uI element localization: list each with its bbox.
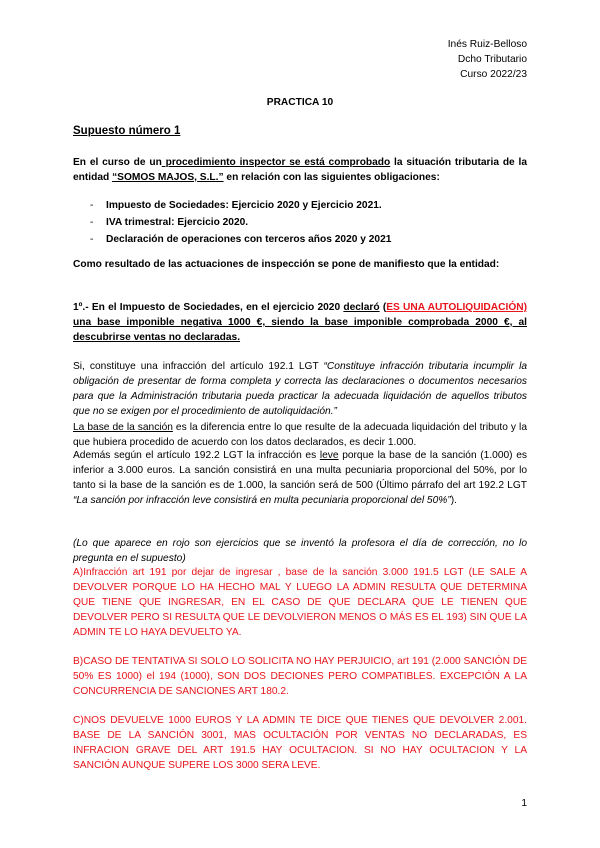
point-1-declared: declaró (343, 302, 380, 313)
header-block (448, 37, 527, 82)
answer-3-text-3: porque la base de la sanción (1.000) es inferior a 3.000 euros. La sanción consistirá en una multa pecuniaria proporcional del 50%, por lo tanto si la base de la sanción es de 1.000, la sanción será de 500 (Último párrafo del art 192.2 LGT (73, 450, 527, 491)
course-year: Curso 2022/23 (460, 69, 527, 80)
intro-text-3: la situación tributaria de la entidad (73, 157, 527, 183)
point-1-paragraph (73, 300, 527, 345)
resultado-paragraph: Como resultado de las actuaciones de inspección se pone de manifiesto que la entidad: (73, 259, 500, 270)
answer-2-text: es la diferencia entre lo que resulte de la adecuada liquidación del tributo y la que hubiera procedido de acuerdo con los datos declarados, es decir 1.000. (73, 422, 527, 448)
answer-1-quote: “Constituye infracción tributaria incumplir la obligación de presentar de forma completa y correcta las declaraciones o documentos necesarios para que la Administración tributaria pueda practicar la adecuada liquidación de aquellos tributos que no se exigen por el procedimiento de autoliquidación.” (73, 361, 528, 417)
point-1-autoliquidacion: ES UNA AUTOLIQUIDACIÓN) (386, 302, 527, 313)
answer-3-paragraph (73, 448, 527, 508)
answer-3-text-1: Además según el artículo 192.2 LGT la infracción es (73, 450, 320, 461)
practice-title: PRACTICA 10 (266, 97, 334, 108)
intro-entity-name: “SOMOS MAJOS, S.L.” (112, 172, 224, 183)
red-answer-a: A)Infracción art 191 por dejar de ingresar , base de la sanción 3.000 191.5 LGT (LE SALE A DEVOLVER PORQUE LO HA HECHO MAL Y LUEGO LA ADMIN RESULTA QUE DETERMINA QUE TIENE QUE INGRESAR, EN EL CASO DE QUE DECLARA QUE LE TIENEN QUE DEVOLVER PERO SI RESULTA QUE LE DEVOLVIERON MENOS O MÁS ES EL 193) SIN QUE LA ADMIN TE LO HAYA DEVUELTO YA. (73, 567, 527, 638)
author-name: Inés Ruiz-Belloso (447, 39, 527, 50)
answer-3-end: ). (450, 495, 457, 506)
list-item: - IVA trimestral: Ejercicio 2020. (90, 214, 391, 231)
intro-text-1: En el curso de un (73, 157, 162, 168)
answer-2-term: La base de la sanción (73, 422, 173, 433)
list-item: - Declaración de operaciones con terceros años 2020 y 2021 (90, 231, 391, 248)
note-paragraph: (Lo que aparece en rojo son ejercicios que se inventó la profesora el día de corrección, no lo pregunta en el supuesto) (73, 538, 527, 564)
answer-3-quote: “La sanción por infracción leve consistirá en multa pecuniaria proporcional del 50%” (73, 495, 451, 506)
point-1-paren: ( (379, 302, 387, 313)
answer-3-leve: leve (319, 450, 339, 461)
point-1-text-1: 1º.- En el Impuesto de Sociedades, en el ejercicio 2020 (73, 302, 344, 313)
subject-name: Dcho Tributario (457, 54, 527, 65)
obligations-list (90, 197, 391, 248)
red-answer-c: C)NOS DEVUELVE 1000 EUROS Y LA ADMIN TE DICE QUE TIENES QUE DEVOLVER 2.001. BASE DE LA SANCIÓN 3001, MAS OCULTACIÓN POR VENTAS NO DECLARADAS, ES INFRACION GRAVE DEL ART 191.5 HAY OCULTACION. SI NO HAY OCULTACION Y LA SANCIÓN AUNQUE SUPERE LOS 3000 SERA LEVE. (73, 715, 527, 771)
supuesto-title: Supuesto número 1 (73, 125, 181, 137)
red-answer-b: B)CASO DE TENTATIVA SI SOLO LO SOLICITA NO HAY PERJUICIO, art 191 (2.000 SANCIÓN DE 50% ES 1000) el 194 (1000), SON DOS DECIONES PERO COMPATIBLES. EXCEPCIÓN A LA CONCURRENCIA DE SANCIONES ART 180.2. (73, 656, 527, 697)
intro-text-5: en relación con las siguientes obligaciones: (223, 172, 440, 183)
point-1-text-5: una base imponible negativa 1000 €, siendo la base imponible comprobada 2000 €, al descubrirse ventas no declaradas. (73, 317, 527, 343)
page-number: 1 (521, 798, 527, 809)
intro-text-procedure: procedimiento inspector se está comprobado (161, 157, 391, 168)
answer-1-paragraph (73, 359, 527, 419)
answer-2-paragraph (73, 420, 527, 450)
list-item: - Impuesto de Sociedades: Ejercicio 2020 y Ejercicio 2021. (90, 197, 391, 214)
intro-paragraph (73, 155, 527, 185)
answer-1-text: Si, constituye una infracción del artículo 192.1 LGT (73, 361, 324, 372)
